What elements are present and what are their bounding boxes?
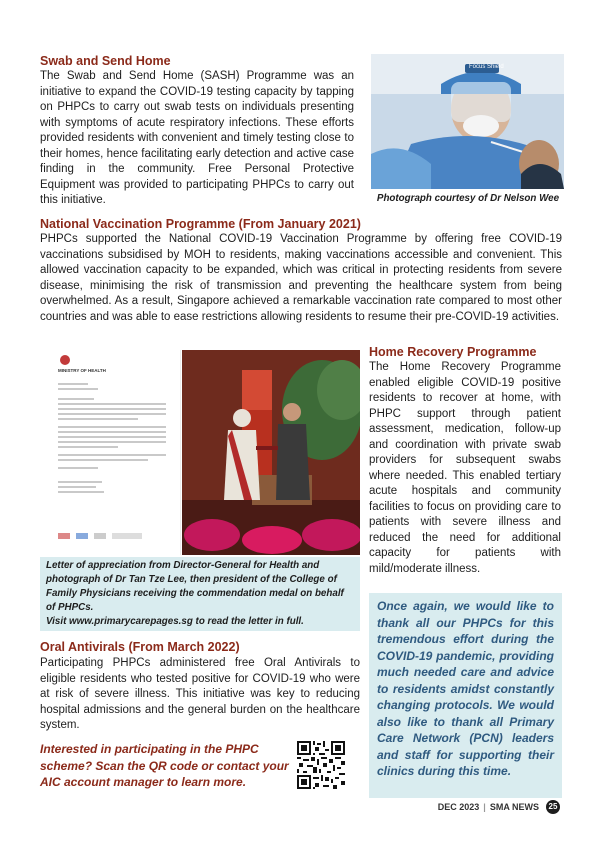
thanks-text: Once again, we would like to thank all our PHPCs for this tremendous effort during the COVID-19 pandemic, providing much needed care and advice to residents amidst constantly changing protocols. We would also like to thank all Primary Care Network (PCN) leaders and staff for supporting their clinics during this time. [377,599,554,778]
footer-publication: SMA NEWS [489,802,539,812]
appreciation-letter [40,350,181,555]
oral-body: Participating PHPCs administered free Oral Antivirals to eligible residents who tested positive for COVID-19 who were at risk of severe illness. This initiative was key to reducing hospital admissions and the general burden on the healthcare system. [40,657,360,731]
letter-and-award-image [40,350,360,555]
cta-text: Interested in participating in the PHPC scheme? Scan the QR code or contact your AIC account manager to learn more. [40,742,289,789]
swab-test-illustration [371,54,564,189]
oral-heading: Oral Antivirals (From March 2022) [40,640,240,654]
footer-issue: DEC 2023 [437,802,480,812]
award-ceremony-photo [182,350,360,555]
moh-letterhead: MINISTRY OF HEALTH [58,368,106,373]
letter-caption-link: Visit www.primarycarepages.sg to read the letter in full. [46,616,304,627]
qr-code-graphic [297,741,345,789]
shield-label: Focus Shield [469,64,504,70]
sash-heading: Swab and Send Home [40,54,171,68]
sash-photo-caption: Photograph courtesy of Dr Nelson Wee [376,193,560,204]
qr-code[interactable] [297,741,345,789]
page-number: 25 [546,800,560,814]
page-footer [438,800,560,814]
sash-body: The Swab and Send Home (SASH) Programme was an initiative to expand the COVID-19 testing capacity by tapping on PHPCs to carry out swab tests on individuals presenting with symptoms of acute respiratory infections. These efforts provided residents with convenient and timely testing close to their homes, hence facilitating early detection and active case finding in the community. Free Personal Protective Equipment was provided to participating PHPCs to carry out this initiative. [40,70,354,206]
letter-text-lines [58,380,166,496]
hrp-heading: Home Recovery Programme [369,345,537,359]
letter-footer-logos [58,533,162,543]
letter-caption: Letter of appreciation from Director-General for Health and photograph of Dr Tan Tze Lee, then president of the College of Family Physicians receiving the commendation medal on behalf of PHPCs. [46,560,344,613]
moh-logo-icon [60,355,70,365]
footer-divider: | [483,802,486,812]
letter-caption-box [40,557,360,631]
thanks-callout [369,593,562,798]
nvp-body: PHPCs supported the National COVID-19 Vaccination Programme by offering free COVID-19 vaccinations subsidised by MOH to residents, making vaccinations accessible and convenient. This allowed vaccination capacity to be expanded, which was critical in protecting residents from severe disease, minimising the risk of transmission and preventing the healthcare system from being overwhelmed. As a result, Singapore achieved a remarkable vaccination rate compared to most other countries and was able to ease restrictions allowing residents to resume their pre-COVID-19 activities. [40,233,562,323]
swab-test-photo [371,54,564,189]
hrp-body: The Home Recovery Programme enabled eligible COVID-19 positive residents to recover at home, with PHPC support through patient assessment, medication, follow-up and coordination with private swab providers for subsequent swabs where needed. This enabled tertiary acute hospitals and community facilities to focus on providing care to patients with severe illness and reduced the need for additional capacity for patients with mild/moderate illness. [369,361,561,575]
nvp-heading: National Vaccination Programme (From January 2021) [40,217,361,231]
award-ceremony-illustration [182,350,360,555]
